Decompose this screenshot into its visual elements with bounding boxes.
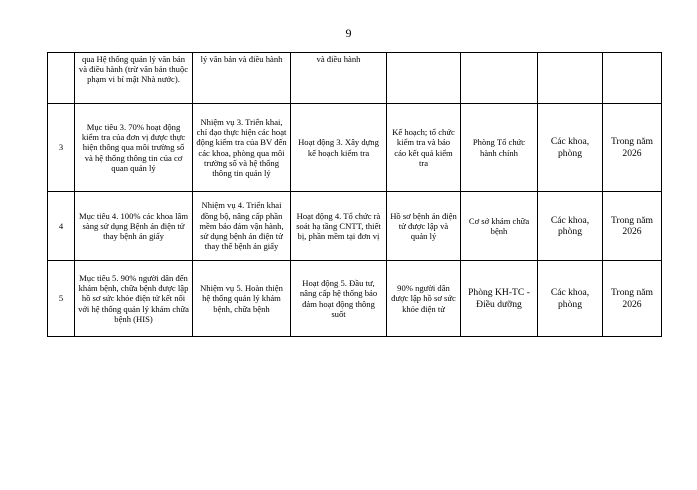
page-number: 9 (345, 26, 352, 40)
cell-stt (48, 53, 75, 104)
cell-time: Trong năm 2026 (603, 104, 662, 192)
cell-lead: Cơ sở khám chữa bệnh (461, 192, 538, 261)
cell-product: 90% người dân được lập hồ sơ sức khỏe điện tử (387, 261, 461, 337)
cell-lead: Phòng KH-TC - Điều dưỡng (461, 261, 538, 337)
table-row (48, 53, 662, 104)
cell-activity: Hoạt động 5. Đầu tư, nâng cấp hệ thống bảo đảm hoạt động thông suốt (291, 261, 387, 337)
cell-stt: 4 (48, 192, 75, 261)
cell-target: Mục tiêu 4. 100% các khoa lâm sàng sử dụng Bệnh án điện tử thay bệnh án giấy (75, 192, 193, 261)
cell-task: Nhiệm vụ 3. Triển khai, chỉ đạo thực hiện các hoạt động kiểm tra của BV đến các khoa, phòng qua môi trường số và hệ thống thông tin quản lý (193, 104, 291, 192)
cell-coop: Các khoa, phòng (538, 192, 603, 261)
table-row (48, 192, 662, 261)
cell-activity: Hoạt động 4. Tổ chức rà soát hạ tầng CNTT, thiết bị, phần mềm tại đơn vị (291, 192, 387, 261)
cell-target: qua Hệ thống quản lý văn bản và điều hành (trừ văn bản thuộc phạm vi bí mật Nhà nước). (75, 53, 193, 104)
cell-coop: Các khoa, phòng (538, 104, 603, 192)
cell-task: lý văn bản và điều hành (193, 53, 291, 104)
cell-lead: Phòng Tổ chức hành chính (461, 104, 538, 192)
cell-coop (538, 53, 603, 104)
cell-activity: Hoạt động 3. Xây dựng kế hoạch kiểm tra (291, 104, 387, 192)
cell-task: Nhiệm vụ 5. Hoàn thiện hệ thống quản lý khám bệnh, chữa bệnh (193, 261, 291, 337)
cell-product: Hồ sơ bệnh án điện tử được lập và quản lý (387, 192, 461, 261)
cell-stt: 3 (48, 104, 75, 192)
cell-product (387, 53, 461, 104)
cell-product: Kế hoạch; tổ chức kiểm tra và báo cáo kết quả kiểm tra (387, 104, 461, 192)
cell-stt: 5 (48, 261, 75, 337)
cell-activity: và điều hành (291, 53, 387, 104)
table-row (48, 104, 662, 192)
cell-target: Mục tiêu 3. 70% hoạt động kiểm tra của đơn vị được thực hiện thông qua môi trường số và hệ thống thông tin của cơ quan quản lý (75, 104, 193, 192)
table-row (48, 261, 662, 337)
cell-time: Trong năm 2026 (603, 192, 662, 261)
plan-table (47, 52, 662, 337)
cell-target: Mục tiêu 5. 90% người dân đến khám bệnh, chữa bệnh được lập hồ sơ sức khỏe điện tử kết nối với hệ thống quản lý khám chữa bệnh (HIS) (75, 261, 193, 337)
cell-time: Trong năm 2026 (603, 261, 662, 337)
cell-time (603, 53, 662, 104)
cell-coop: Các khoa, phòng (538, 261, 603, 337)
cell-lead (461, 53, 538, 104)
cell-task: Nhiệm vụ 4. Triển khai đồng bộ, nâng cấp phần mềm bảo đảm vận hành, sử dụng bệnh án điện tử thay thế bệnh án giấy (193, 192, 291, 261)
